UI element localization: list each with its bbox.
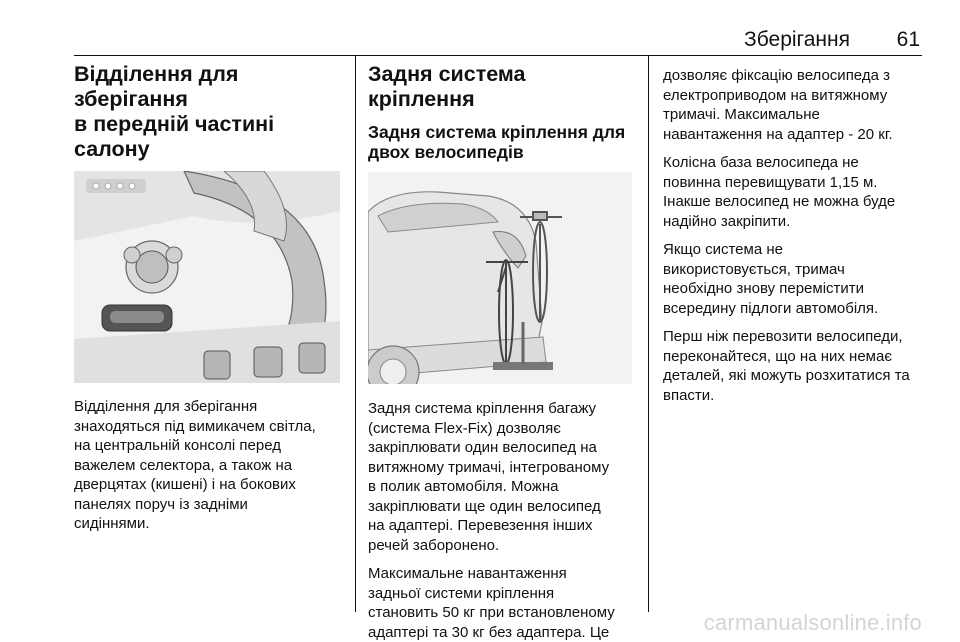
rear-carrier-subheading: Задня система кріплення для двох велосипедів	[368, 122, 626, 162]
storage-heading: Відділення для зберігання в передній частині салону	[74, 62, 275, 161]
storage-paragraph: Відділення для зберігання знаходяться під вимикачем світла, на центральній консолі перед важелем селектора, а також на дверцятах (кишені) і на бокових панелях поруч із задніми сидіннями.	[74, 398, 316, 532]
unused-system-paragraph: Якщо система не використовується, тримач необхідно знову перемістити всередину підлоги автомобіля.	[663, 241, 879, 317]
steering-wheel-dashboard-illustration	[74, 171, 340, 383]
right-column	[663, 66, 931, 405]
carrier-paragraph-3: дозволяє фіксацію велосипеда з електроприводом на витяжному тримачі. Максимальне навантаження на адаптер - 20 кг.	[663, 67, 893, 143]
safety-paragraph: Перш ніж перевозити велосипеди, переконайтеся, що на них немає деталей, які можуть розхитатися та впасти.	[663, 328, 910, 404]
watermark: carmanualsonline.info	[703, 610, 922, 635]
carrier-paragraph-1: Задня система кріплення багажу (система Flex-Fix) дозволяє закріплювати один велосипед на витяжному тримачі, інтегрованому в полик автомобіля. Можна закріплювати ще один велосипед на адаптері. Перевезення інших речей заборонено.	[368, 400, 610, 554]
column-divider-1	[355, 56, 356, 612]
middle-column	[368, 62, 634, 642]
wheelbase-paragraph: Колісна база велосипеда не повинна перевищувати 1,15 м. Інакше велосипед не можна буде надійно закріпити.	[663, 154, 896, 230]
car-rear-bike-carrier-illustration	[368, 172, 632, 384]
column-divider-2	[648, 56, 649, 612]
header-divider	[74, 55, 922, 56]
rear-carrier-heading: Задня система кріплення	[368, 62, 526, 111]
carrier-paragraph-2: Максимальне навантаження задньої системи кріплення становить 50 кг при встановленому адаптері та 30 кг без адаптера. Це	[368, 565, 615, 641]
left-column	[74, 62, 342, 534]
page-header	[0, 0, 960, 56]
section-title: Зберігання	[744, 28, 850, 51]
page-number: 61	[896, 28, 920, 51]
